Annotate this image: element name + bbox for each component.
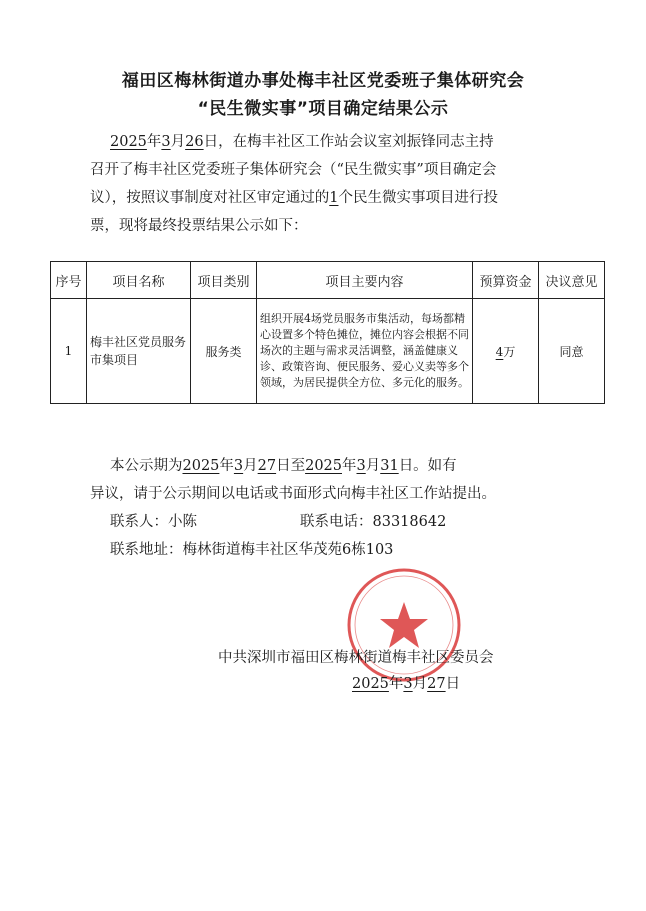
cell-budget [473,299,539,404]
intro-year: 2025 [110,134,147,150]
header-opinion: 决议意见 [539,262,605,299]
intro-line4: 票，现将最终投票结果公示如下： [90,218,308,234]
document-title-line2: “民生微实事”项目确定结果公示 [197,99,449,119]
header-budget: 预算资金 [473,262,539,299]
header-content: 项目主要内容 [257,262,473,299]
header-name: 项目名称 [87,262,191,299]
signature-org: 中共深圳市福田区梅林街道梅丰社区委员会 [218,650,494,666]
intro-month: 3 [161,134,171,150]
header-category: 项目类别 [191,262,257,299]
budget-number: 4 [495,344,504,359]
table-row [51,299,605,404]
document-title-line1: 福田区梅林街道办事处梅丰社区党委班子集体研究会 [121,71,525,91]
cell-content: 组织开展4场党员服务市集活动，每场都精心设置多个特色摊位，摊位内容会根据不同场次的主题与需求灵活调整，涵盖健康义诊、政策咨询、便民服务、爱心义卖等多个领域，为居民提供全方位、多元化的服务。 [257,299,473,404]
period-line1: 本公示期为2025年3月27日至2025年3月31日。如有 [110,458,457,474]
intro-line2: 召开了梅丰社区党委班子集体研究会（“民生微实事”项目确定会 [90,162,497,178]
contact-phone: 联系电话：83318642 [300,514,447,530]
phone-number: 83318642 [372,514,447,530]
intro-day: 26 [185,134,204,150]
cell-no: 1 [51,299,87,404]
contact-person: 联系人：小陈 [110,514,197,530]
cell-name: 梅丰社区党员服务市集项目 [87,299,191,404]
signature-date: 2025年3月27日 [352,676,461,692]
budget-unit: 万 [503,344,516,359]
project-table [50,261,605,404]
header-no: 序号 [51,262,87,299]
cell-opinion: 同意 [539,299,605,404]
period-line2: 异议，请于公示期间以电话或书面形式向梅丰社区工作站提出。 [90,486,496,502]
intro-paragraph [90,128,610,156]
table-header-row [51,262,605,299]
contact-address: 联系地址：梅林街道梅丰社区华茂苑6栋103 [110,542,394,558]
project-count: 1 [329,190,339,206]
cell-category: 服务类 [191,299,257,404]
intro-line3: 议），按照议事制度对社区审定通过的1个民生微实事项目进行投 [90,190,498,206]
intro-line1: 2025年3月26日，在梅丰社区工作站会议室刘振锋同志主持 [110,134,494,150]
